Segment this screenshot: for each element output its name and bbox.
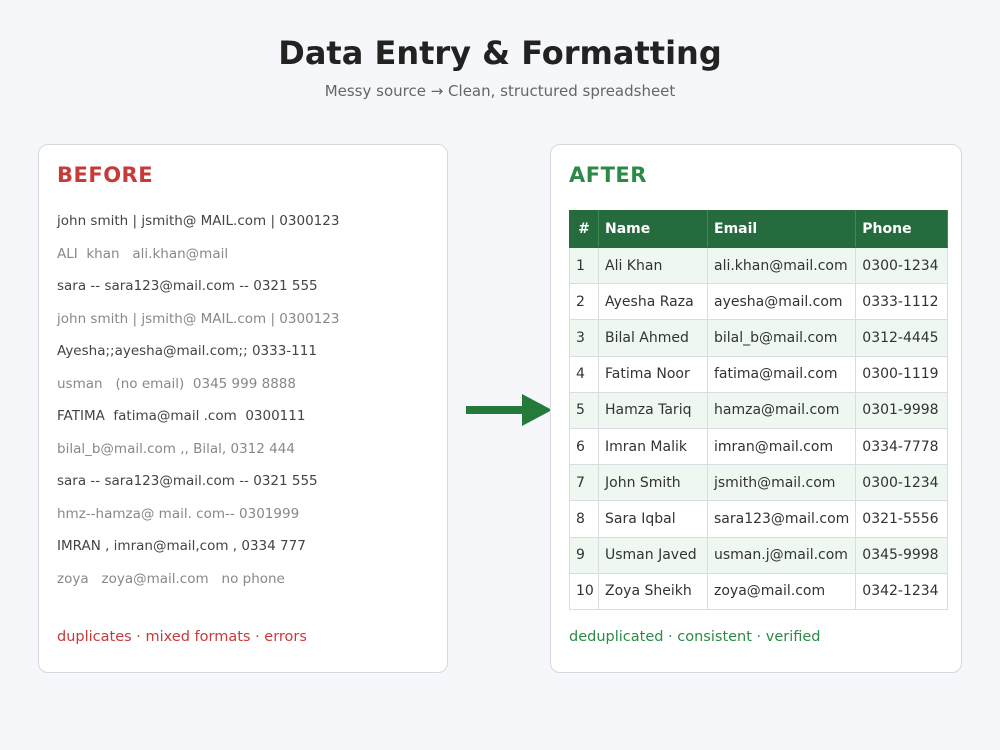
cell-name: Bilal Ahmed: [599, 320, 708, 356]
arrow-right-icon: [464, 392, 554, 428]
raw-data-line: john smith | jsmith@ MAIL.com | 0300123: [57, 213, 340, 229]
after-panel: [550, 144, 962, 673]
raw-data-line: Ayesha;;ayesha@mail.com;; 0333-111: [57, 343, 317, 359]
after-heading: AFTER: [569, 163, 647, 187]
cell-number: 10: [570, 573, 599, 609]
cell-number: 9: [570, 537, 599, 573]
cell-number: 8: [570, 501, 599, 537]
column-header-name: Name: [599, 211, 708, 248]
column-header-number: #: [570, 211, 599, 248]
cell-phone: 0300-1234: [856, 248, 948, 284]
cell-number: 2: [570, 284, 599, 320]
raw-data-line: usman (no email) 0345 999 8888: [57, 375, 296, 392]
table-row: [570, 392, 948, 428]
cell-name: Ali Khan: [599, 248, 708, 284]
cell-name: Zoya Sheikh: [599, 573, 708, 609]
table-row: [570, 320, 948, 356]
cell-email: zoya@mail.com: [708, 573, 856, 609]
raw-data-line: sara -- sara123@mail.com -- 0321 555: [57, 278, 318, 294]
cell-phone: 0321-5556: [856, 501, 948, 537]
raw-data-line: sara -- sara123@mail.com -- 0321 555: [57, 473, 318, 489]
cell-phone: 0300-1234: [856, 465, 948, 501]
raw-data-line: ALI khan ali.khan@mail: [57, 245, 229, 262]
before-heading: BEFORE: [57, 163, 154, 187]
raw-data-list: [57, 211, 339, 601]
cell-phone: 0312-4445: [856, 320, 948, 356]
raw-data-line: hmz--hamza@ mail. com-- 0301999: [57, 505, 300, 522]
cell-email: sara123@mail.com: [708, 501, 856, 537]
cell-name: Imran Malik: [599, 428, 708, 464]
table-row: [570, 537, 948, 573]
cell-email: fatima@mail.com: [708, 356, 856, 392]
cell-number: 3: [570, 320, 599, 356]
raw-data-line: bilal_b@mail.com ,, Bilal, 0312 444: [57, 440, 295, 457]
page-title: Data Entry & Formatting: [278, 34, 722, 72]
table-row: [570, 573, 948, 609]
cell-name: Ayesha Raza: [599, 284, 708, 320]
cell-name: Sara Iqbal: [599, 501, 708, 537]
cell-number: 6: [570, 428, 599, 464]
page-subtitle: Messy source → Clean, structured spreadsheet: [324, 82, 676, 100]
cell-number: 1: [570, 248, 599, 284]
table-row: [570, 248, 948, 284]
cell-email: ali.khan@mail.com: [708, 248, 856, 284]
after-footnote: deduplicated · consistent · verified: [569, 629, 821, 645]
cell-email: jsmith@mail.com: [708, 465, 856, 501]
cell-email: imran@mail.com: [708, 428, 856, 464]
raw-data-line: john smith | jsmith@ MAIL.com | 0300123: [57, 310, 340, 327]
table-row: [570, 465, 948, 501]
table-row: [570, 501, 948, 537]
cell-phone: 0334-7778: [856, 428, 948, 464]
cell-phone: 0333-1112: [856, 284, 948, 320]
cell-number: 7: [570, 465, 599, 501]
clean-table: [569, 210, 948, 610]
cell-phone: 0301-9998: [856, 392, 948, 428]
cell-phone: 0300-1119: [856, 356, 948, 392]
cell-name: Fatima Noor: [599, 356, 708, 392]
raw-data-line: IMRAN , imran@mail,com , 0334 777: [57, 538, 306, 554]
table-row: [570, 428, 948, 464]
cell-phone: 0342-1234: [856, 573, 948, 609]
before-panel: [38, 144, 448, 673]
table-header-row: [570, 211, 948, 248]
column-header-phone: Phone: [856, 211, 948, 248]
column-header-email: Email: [708, 211, 856, 248]
cell-phone: 0345-9998: [856, 537, 948, 573]
cell-name: Hamza Tariq: [599, 392, 708, 428]
before-footnote: duplicates · mixed formats · errors: [57, 629, 307, 645]
raw-data-line: zoya zoya@mail.com no phone: [57, 570, 285, 587]
cell-email: bilal_b@mail.com: [708, 320, 856, 356]
table-row: [570, 284, 948, 320]
cell-name: Usman Javed: [599, 537, 708, 573]
table-row: [570, 356, 948, 392]
cell-email: usman.j@mail.com: [708, 537, 856, 573]
cell-number: 5: [570, 392, 599, 428]
raw-data-line: FATIMA fatima@mail .com 0300111: [57, 408, 306, 424]
cell-email: ayesha@mail.com: [708, 284, 856, 320]
cell-number: 4: [570, 356, 599, 392]
cell-email: hamza@mail.com: [708, 392, 856, 428]
cell-name: John Smith: [599, 465, 708, 501]
